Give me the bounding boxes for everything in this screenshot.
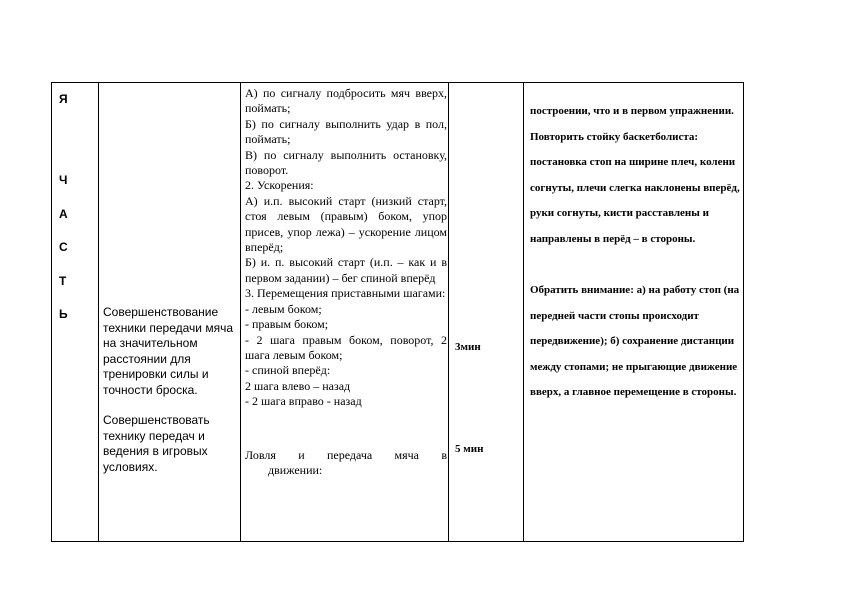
- exercise-line: Б) и. п. высокий старт (и.п. – как и в первом задании) – бег спиной вперёд: [245, 255, 447, 285]
- note-line: постановка стоп на ширине плеч, колени: [530, 156, 736, 168]
- exercise-line: 2 шага влево – назад: [245, 378, 351, 393]
- exercise-line: Ловля и передача мяча в: [245, 447, 447, 462]
- column-divider: [98, 83, 99, 541]
- note-line: передвижение); б) сохранение дистанции: [530, 335, 735, 347]
- note-line: направлены в перёд – в стороны.: [530, 232, 696, 245]
- tasks-cell: [103, 305, 238, 490]
- duration-label: 5 мин: [455, 443, 484, 455]
- exercise-line: - 2 шага правым боком, поворот, 2 шага левым боком;: [245, 332, 447, 362]
- note-line: построении, что и в первом упражнении.: [530, 105, 734, 117]
- section-letter: Ч: [59, 173, 68, 187]
- exercise-line: движении:: [268, 462, 323, 477]
- exercise-line: - правым боком;: [245, 317, 329, 332]
- task-text: Совершенствование техники передачи мяча на значительном расстоянии для тренировки силы и точности броска.: [103, 305, 234, 397]
- section-letter: Ь: [59, 307, 68, 321]
- exercise-line: А) и.п. высокий старт (низкий старт, стоя левым (правым) боком, упор присев, упор лежа) – ускорение лицом вперёд;: [245, 193, 447, 255]
- lesson-table: [51, 82, 744, 542]
- duration-label: 3мин: [455, 341, 481, 353]
- section-letter: А: [59, 207, 68, 221]
- note-line: передней части стопы происходит: [530, 309, 699, 322]
- exercise-line: В) по сигналу выполнить остановку, поворот.: [245, 147, 447, 178]
- note-line: Обратить внимание: а) на работу стоп (на: [530, 284, 740, 296]
- exercise-line: 3. Перемещения приставными шагами:: [245, 286, 446, 301]
- exercise-line: - 2 шага вправо - назад: [245, 394, 362, 409]
- section-letter: Я: [59, 92, 68, 106]
- note-line: между стопами; не прыгающие движение: [530, 360, 738, 373]
- note-line: согнуты, плечи слегка наклонены вперёд,: [530, 181, 740, 194]
- column-divider: [240, 83, 241, 541]
- exercise-line: Б) по сигналу выполнить удар в пол, поймать;: [245, 116, 447, 147]
- column-divider: [523, 83, 524, 541]
- section-letter: Т: [59, 274, 67, 288]
- exercise-line: 2. Ускорения:: [245, 178, 314, 193]
- note-line: руки согнуты, кисти расставлены и: [530, 207, 709, 219]
- exercise-line: А) по сигналу подбросить мяч вверх, поймать;: [245, 86, 447, 116]
- task-text: Совершенствовать технику передач и ведения в игровых условиях.: [103, 413, 210, 474]
- column-divider: [448, 83, 449, 541]
- notes-cell: [530, 99, 740, 406]
- note-line: вверх, а главное перемещение в стороны.: [530, 386, 737, 398]
- exercise-line: - спиной вперёд:: [245, 363, 331, 378]
- exercise-line: - левым боком;: [245, 301, 322, 316]
- note-line: Повторить стойку баскетболиста:: [530, 130, 699, 143]
- exercises-cell: [245, 86, 447, 478]
- section-letter: С: [59, 240, 68, 254]
